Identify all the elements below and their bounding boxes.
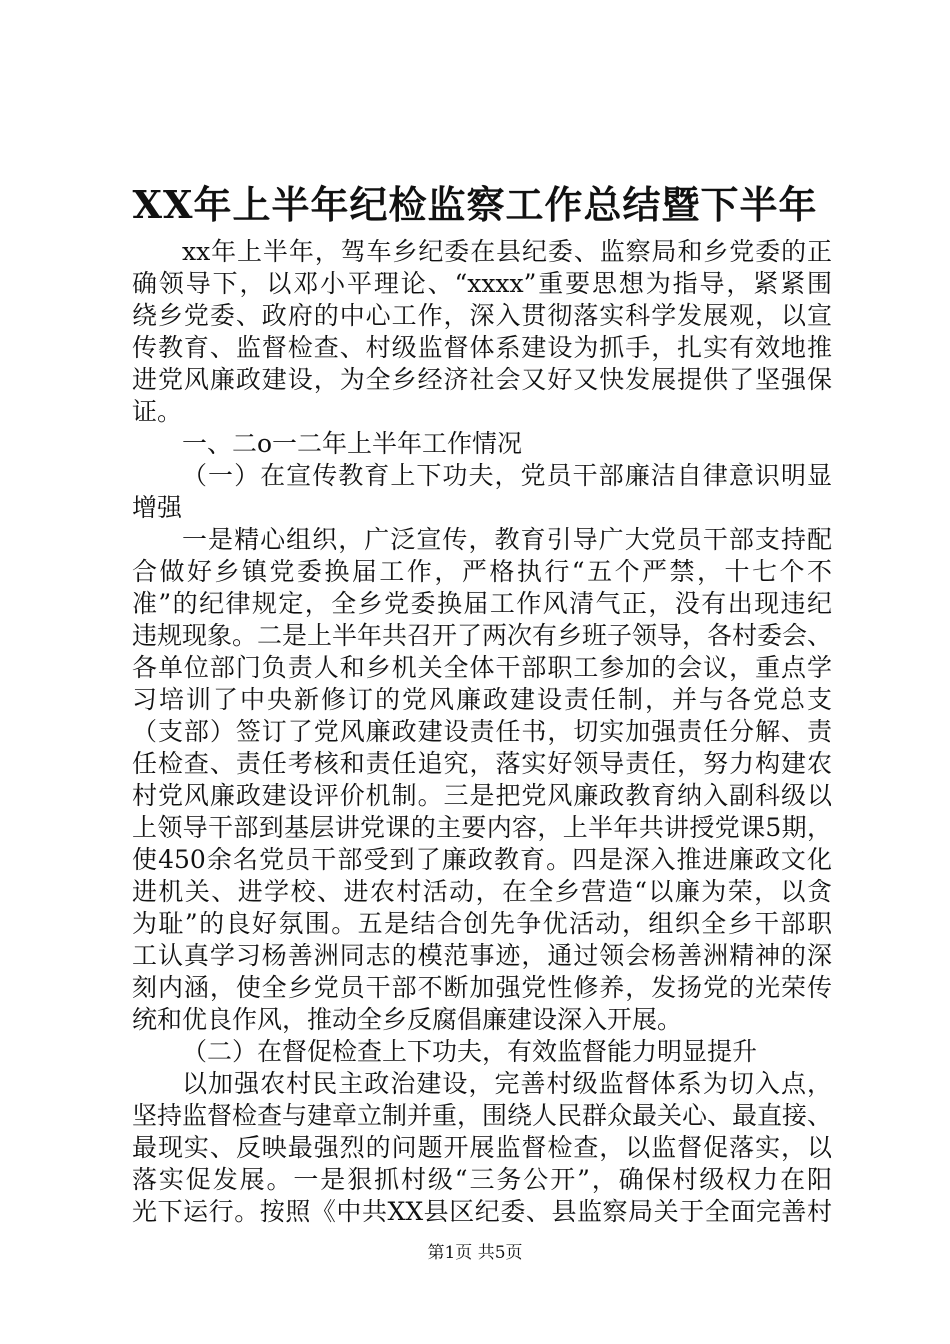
- paragraph-line: 坚持监督检查与建章立制并重，围绕人民群众最关心、最直接、: [132, 1101, 833, 1130]
- paragraph-line: 工认真学习杨善洲同志的模范事迹，通过领会杨善洲精神的深: [132, 941, 832, 970]
- paragraph-line: 绕乡党委、政府的中心工作，深入贯彻落实科学发展观，以宣: [132, 301, 832, 330]
- paragraph-line: 为耻”的良好氛围。五是结合创先争优活动，组织全乡干部职: [132, 909, 832, 938]
- paragraph-line: 统和优良作风，推动全乡反腐倡廉建设深入开展。: [132, 1005, 683, 1034]
- paragraph-line: 确领导下，以邓小平理论、“xxxx”重要思想为指导，紧紧围: [132, 269, 832, 298]
- paragraph-line: 传教育、监督检查、村级监督体系建设为抓手，扎实有效地推: [132, 333, 832, 362]
- page-number: 第1页 共5页: [427, 1243, 523, 1263]
- paragraph-line: 进党风廉政建设，为全乡经济社会又好又快发展提供了坚强保: [132, 365, 832, 394]
- paragraph-line: 光下运行。按照《中共XX县区纪委、县监察局关于全面完善村: [132, 1197, 832, 1226]
- paragraph-line: 任检查、责任考核和责任追究，落实好领导责任，努力构建农: [132, 749, 832, 778]
- paragraph-line: 证。: [132, 397, 183, 426]
- paragraph-line: 落实促发展。一是狠抓村级“三务公开”，确保村级权力在阳: [132, 1165, 832, 1194]
- subsection-heading: （二）在督促检查上下功夫，有效监督能力明显提升: [182, 1037, 758, 1066]
- page-title: XX年上半年纪检监察工作总结暨下半年: [132, 182, 818, 227]
- paragraph-line: 合做好乡镇党委换届工作，严格执行“五个严禁，十七个不: [132, 557, 832, 586]
- paragraph-line: xx年上半年，驾车乡纪委在县纪委、监察局和乡党委的正: [182, 237, 832, 266]
- document-body: [132, 236, 832, 1228]
- paragraph-line: 最现实、反映最强烈的问题开展监督检查，以监督促落实，以: [132, 1133, 832, 1162]
- paragraph-line: 习培训了中央新修订的党风廉政建设责任制，并与各党总支: [132, 685, 832, 714]
- subsection-heading: （一）在宣传教育上下功夫，党员干部廉洁自律意识明显: [182, 461, 832, 490]
- subsection-heading: 增强: [132, 493, 183, 522]
- paragraph-line: 违规现象。二是上半年共召开了两次有乡班子领导，各村委会、: [132, 621, 833, 650]
- paragraph-line: 刻内涵，使全乡党员干部不断加强党性修养，发扬党的光荣传: [132, 973, 832, 1002]
- paragraph-line: 各单位部门负责人和乡机关全体干部职工参加的会议，重点学: [132, 653, 832, 682]
- paragraph-line: 使450余名党员干部受到了廉政教育。四是深入推进廉政文化: [132, 845, 832, 874]
- paragraph-line: 村党风廉政建设评价机制。三是把党风廉政教育纳入副科级以: [132, 781, 832, 810]
- paragraph-line: （支部）签订了党风廉政建设责任书，切实加强责任分解、责: [132, 717, 832, 746]
- paragraph-line: 以加强农村民主政治建设，完善村级监督体系为切入点，: [182, 1069, 832, 1098]
- section-heading: 一、二o一二年上半年工作情况: [182, 429, 523, 458]
- paragraph-line: 上领导干部到基层讲党课的主要内容，上半年共讲授党课5期，: [132, 813, 832, 842]
- paragraph-line: 一是精心组织，广泛宣传，教育引导广大党员干部支持配: [182, 525, 832, 554]
- paragraph-line: 准”的纪律规定，全乡党委换届工作风清气正，没有出现违纪: [132, 589, 832, 618]
- paragraph-line: 进机关、进学校、进农村活动，在全乡营造“以廉为荣，以贪: [132, 877, 832, 906]
